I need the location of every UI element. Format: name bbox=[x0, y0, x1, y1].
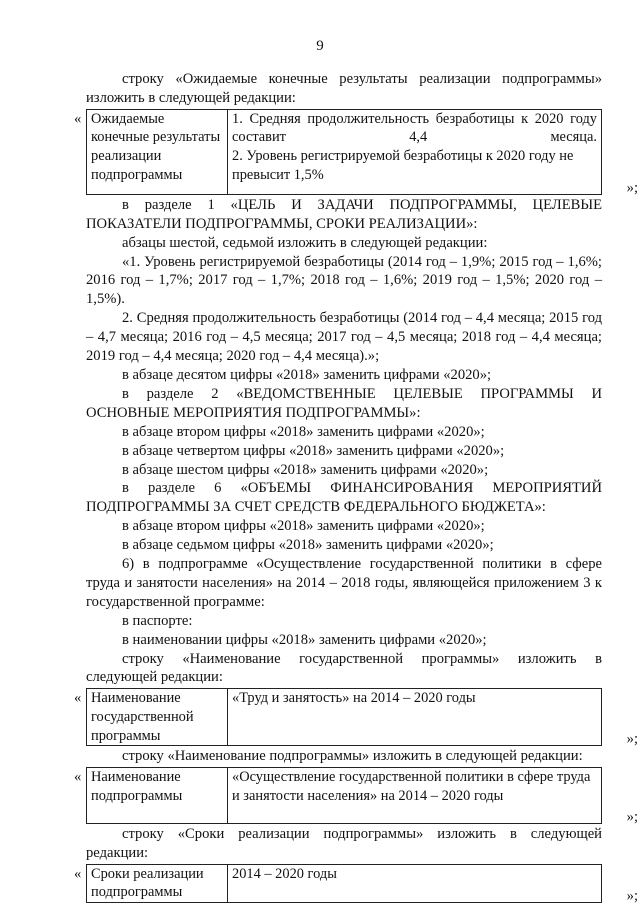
paragraph-abzacy: абзацы шестой, седьмой изложить в следующей редакции: bbox=[122, 234, 488, 251]
closing-quote: »; bbox=[626, 809, 638, 826]
closing-quote: »; bbox=[626, 179, 638, 196]
table-program-name bbox=[74, 688, 638, 748]
paragraph-seventh: в абзаце седьмом цифры «2018» заменить цифрами «2020»; bbox=[122, 537, 494, 554]
paragraph-section-2: в разделе 2 «ВЕДОМСТВЕННЫЕ ЦЕЛЕВЫЕ ПРОГРАММЫ И ОСНОВНЫЕ МЕРОПРИЯТИЯ ПОДПРОГРАММЫ»: bbox=[86, 385, 602, 421]
paragraph-item-6: 6) в подпрограмме «Осуществление государственной политики в сфере труда и занятости населения» на 2014 – 2018 годы, являющейся приложением 3 к государственной программе: bbox=[86, 556, 602, 610]
table-expected-results bbox=[74, 109, 638, 196]
paragraph-tenth: в абзаце десятом цифры «2018» заменить цифрами «2020»; bbox=[122, 366, 492, 383]
table-label: Ожидаемые конечные результаты реализации подпрограммы bbox=[87, 109, 228, 194]
paragraph-section-6: в разделе 6 «ОБЪЕМЫ ФИНАНСИРОВАНИЯ МЕРОПРИЯТИЙ ПОДПРОГРАММЫ ЗА СЧЕТ СРЕДСТВ ФЕДЕРАЛЬНОГО БЮДЖЕТА»: bbox=[86, 480, 602, 516]
table-label: Наименование государственной программы bbox=[87, 689, 228, 746]
table-label: Наименование подпрограммы bbox=[87, 768, 228, 824]
paragraph-item-2: 2. Средняя продолжительность безработицы (2014 год – 4,4 месяца; 2015 год – 4,7 месяца; 2016 год – 4,5 месяца; 2017 год – 4,5 месяца; 2018 год – 4,4 месяца; 2019 год – 4,4 месяца; 2020 год – 4,4 месяца).»; bbox=[86, 310, 602, 365]
paragraph-section-1: в разделе 1 «ЦЕЛЬ И ЗАДАЧИ ПОДПРОГРАММЫ, ЦЕЛЕВЫЕ ПОКАЗАТЕЛИ ПОДПРОГРАММЫ, СРОКИ РЕАЛИЗАЦИИ»: bbox=[86, 196, 602, 232]
value-line-1: 1. Средняя продолжительность безработицы к 2020 году составит 4,4 месяца. bbox=[232, 110, 597, 146]
paragraph-second: в абзаце втором цифры «2018» заменить цифрами «2020»; bbox=[122, 423, 485, 440]
table-value: 2014 – 2020 годы bbox=[228, 864, 602, 902]
paragraph-row-sr: строку «Сроки реализации подпрограммы» изложить в следующей редакции: bbox=[86, 826, 602, 861]
value-line-2: 2. Уровень регистрируемой безработицы к 2020 году не превысит 1,5% bbox=[232, 148, 574, 183]
table-value: «Труд и занятость» на 2014 – 2020 годы bbox=[228, 689, 602, 746]
paragraph-row-pp: строку «Наименование подпрограммы» изложить в следующей редакции: bbox=[122, 748, 583, 765]
opening-quote: « bbox=[74, 690, 82, 707]
table-label: Сроки реализации подпрограммы bbox=[87, 864, 228, 902]
paragraph-row-gp: строку «Наименование государственной программы» изложить в следующей редакции: bbox=[86, 650, 602, 686]
page-number: 9 bbox=[316, 38, 324, 54]
closing-quote: »; bbox=[626, 888, 638, 905]
opening-quote: « bbox=[74, 865, 82, 882]
closing-quote: »; bbox=[626, 731, 638, 748]
table-subprogram-name bbox=[74, 767, 638, 826]
opening-quote: « bbox=[74, 769, 82, 786]
table-implementation-period bbox=[74, 864, 638, 905]
paragraph-intro: строку «Ожидаемые конечные результаты реализации подпрограммы» изложить в следующей редакции: bbox=[86, 71, 602, 106]
paragraph-second-2: в абзаце втором цифры «2018» заменить цифрами «2020»; bbox=[122, 518, 485, 535]
paragraph-item-1: «1. Уровень регистрируемой безработицы (2014 год – 1,9%; 2015 год – 1,6%; 2016 год – 1,7%; 2017 год – 1,7%; 2018 год – 1,6%; 2019 год – 1,5%; 2020 год – 1,5%). bbox=[86, 253, 602, 308]
paragraph-passport: в паспорте: bbox=[122, 612, 193, 629]
opening-quote: « bbox=[74, 110, 82, 127]
table-value bbox=[228, 109, 602, 194]
paragraph-sixth: в абзаце шестом цифры «2018» заменить цифрами «2020»; bbox=[122, 461, 489, 478]
paragraph-fourth: в абзаце четвертом цифры «2018» заменить цифрами «2020»; bbox=[122, 442, 505, 459]
document-body bbox=[74, 70, 638, 905]
paragraph-name: в наименовании цифры «2018» заменить цифрами «2020»; bbox=[122, 631, 487, 648]
table-value: «Осуществление государственной политики в сфере труда и занятости населения» на 2014 – 2020 годы bbox=[228, 768, 602, 824]
